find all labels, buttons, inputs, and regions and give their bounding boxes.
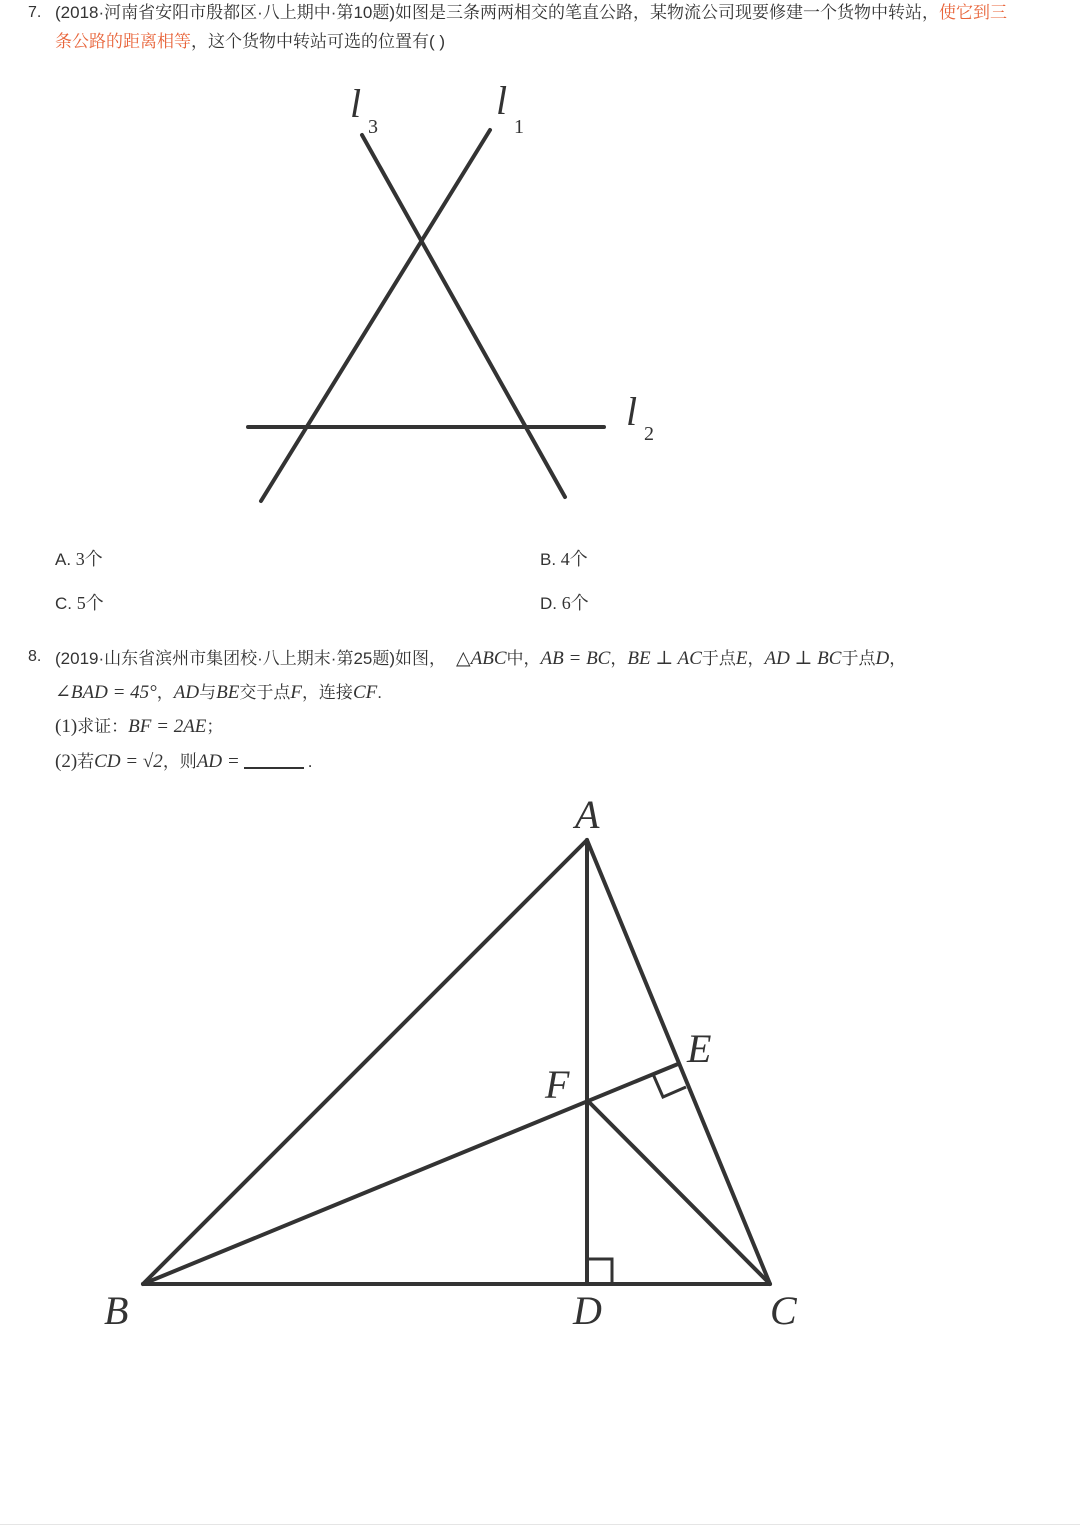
question-7-highlight-1: 使它到三 [939,3,1008,22]
segment-ab [143,840,587,1284]
q8-part-2-math: CD = √2 [94,751,163,772]
q8-part-1-label: (1) [55,716,78,737]
option-c-letter: C. [55,594,72,613]
label-l1: l [496,78,508,123]
question-7-number: 7. [28,4,42,21]
option-a-letter: A. [55,550,72,569]
segment-cf [587,1100,770,1284]
q8-yu-d: 于点 [841,649,876,668]
label-l2: l [626,389,638,434]
vertex-a: A [575,792,600,837]
q8-comma-1: ， [610,649,628,668]
option-a-value: 3个 [75,549,103,569]
option-c-value: 5个 [76,593,104,613]
vertex-e: E [687,1026,712,1071]
vertex-f: F [545,1062,570,1107]
q8-ab-bc: AB = BC [540,648,611,669]
q8-cf: CF [352,682,378,703]
q8-point-e: E [735,648,748,669]
option-d-value: 6个 [561,593,589,613]
q8-part-2-end: . [307,752,313,771]
q8-part-2-mid: ，则 [162,752,197,771]
bottom-divider [0,1524,1080,1525]
vertex-d: D [573,1288,602,1333]
label-l3: l [350,81,362,126]
q8-comma-3: ， [889,649,907,668]
q8-ad-bc: AD ⊥ BC [764,648,842,669]
q8-part-1-text: 求证： [77,717,129,736]
q8-period: . [377,683,382,702]
q8-comma-4: ， [156,683,174,702]
segment-be [143,1064,678,1284]
q8-yu-e: 于点 [701,649,736,668]
segment-ac [587,840,770,1284]
q8-part-2-ad: AD = [196,751,240,772]
q8-angle: ∠BAD = 45° [55,682,157,703]
label-l3-sub: 3 [368,116,378,138]
q8-jiao: 交于点 [239,683,291,702]
question-7-text: (2018·河南省安阳市殷都区·八上期中·第10题)如图是三条两两相交的笔直公路，某物流公司现要修建一个货物中转站， [55,3,940,22]
right-angle-e [653,1074,686,1097]
q8-triangle: △ABC [456,648,507,669]
question-7-text-end: ，这个货物中转站可选的位置有( ) [191,32,446,51]
option-b-letter: B. [540,550,557,569]
q8-part-2-label: (2) [55,751,78,772]
vertex-c: C [770,1288,797,1333]
q8-zhong: 中， [506,649,541,668]
q8-point-f: F [290,682,302,703]
label-l1-sub: 1 [514,116,524,138]
label-l2-sub: 2 [644,423,654,445]
q8-be: BE [216,682,240,703]
q8-lianjie: ，连接 [301,683,353,702]
q8-source: (2019·山东省滨州市集团校·八上期末·第25题)如图， [55,649,447,668]
q8-point-d: D [875,648,890,669]
question-8-number: 8. [28,648,42,665]
q8-be-ac: BE ⊥ AC [627,648,702,669]
question-7-highlight-2: 条公路的距离相等 [55,32,191,51]
option-b-value: 4个 [560,549,588,569]
right-angle-d [587,1259,612,1284]
q8-part-1-math: BF = 2AE [128,716,207,737]
q8-yu: 与 [199,683,217,702]
q8-part-1-end: ； [206,717,224,736]
q8-part-2-text: 若 [77,752,95,771]
vertex-b: B [104,1288,129,1333]
q8-comma-2: ， [747,649,765,668]
q8-ad: AD [173,682,200,703]
option-d-letter: D. [540,594,557,613]
